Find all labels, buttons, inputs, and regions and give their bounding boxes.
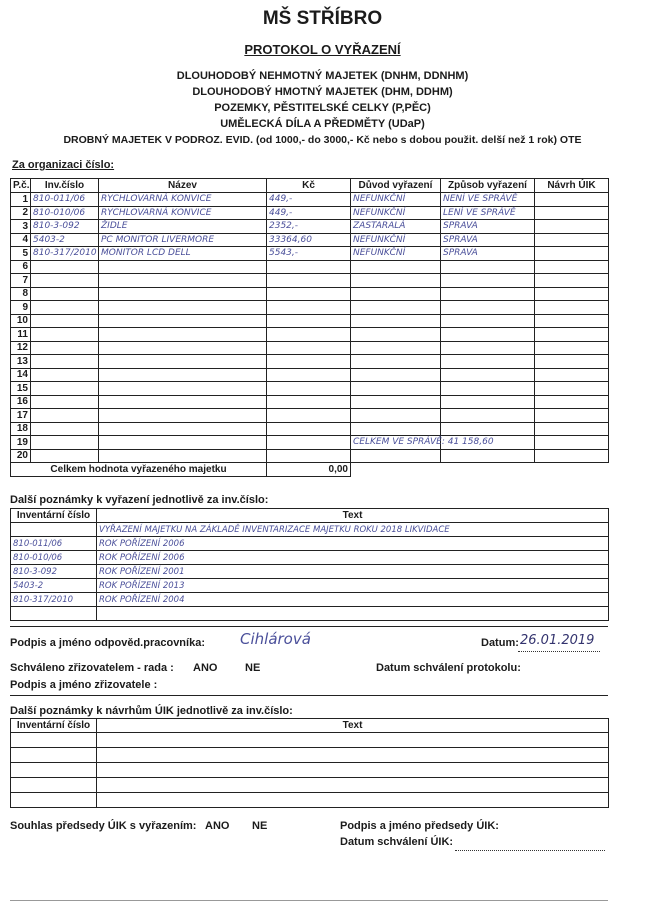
uik-consent-yes[interactable]: ANO [205, 820, 230, 832]
item-name [99, 193, 267, 207]
note-row [11, 607, 609, 621]
uik-proposal [535, 274, 609, 288]
table-row [11, 260, 609, 274]
note-text [97, 593, 609, 607]
disposal-reason [351, 422, 441, 436]
inventory-number [31, 382, 99, 396]
table-row [11, 301, 609, 315]
protocol-title: PROTOKOL O VYŘAZENÍ [244, 42, 401, 57]
disposal-method [441, 287, 535, 301]
approval-no[interactable]: NE [245, 662, 261, 674]
disposal-method [441, 260, 535, 274]
disposal-method-handwritten: SPRAVA [443, 221, 478, 232]
disposal-method-handwritten: LENÍ VE SPRÁVĚ [443, 207, 516, 218]
notes-col-text: Text [97, 509, 609, 523]
item-name [99, 436, 267, 450]
note-text [97, 579, 609, 593]
inventory-number [31, 355, 99, 369]
table-row [11, 233, 609, 247]
table-row [11, 247, 609, 261]
row-number: 9 [11, 301, 31, 315]
uik-note-row [11, 793, 609, 808]
row-number: 1 [11, 193, 31, 207]
disposal-reason [351, 449, 441, 463]
col-header-inventory: Inv.číslo [31, 179, 99, 193]
note-inventory [11, 579, 97, 593]
inventory-number-handwritten: 810-010/06 [33, 207, 86, 218]
category-udap: UMĚLECKÁ DÍLA A PŘEDMĚTY (UDaP) [220, 118, 425, 130]
note-text [97, 551, 609, 565]
uik-proposal [535, 328, 609, 342]
org-number-label: Za organizaci číslo: [12, 159, 115, 171]
uik-note-row [11, 748, 609, 763]
item-price [267, 274, 351, 288]
col-header-name: Název [99, 179, 267, 193]
disposal-reason-handwritten: NEFUNKČNÍ [353, 248, 406, 259]
total-label: Celkem hodnota vyřazeného majetku [11, 463, 267, 477]
item-price [267, 193, 351, 207]
disposal-reason [351, 409, 441, 423]
disposal-reason-handwritten: CELKEM VE SPRÁVĚ: 41 158,60 [353, 437, 494, 448]
row-number: 4 [11, 233, 31, 247]
item-price [267, 409, 351, 423]
uik-note-row [11, 733, 609, 748]
item-name-handwritten: ŽIDLE [101, 221, 128, 232]
item-price [267, 220, 351, 234]
table-row [11, 341, 609, 355]
row-number: 7 [11, 274, 31, 288]
table-row [11, 395, 609, 409]
item-price [267, 301, 351, 315]
uik-proposal [535, 220, 609, 234]
uik-proposal [535, 382, 609, 396]
row-number: 3 [11, 220, 31, 234]
item-name [99, 206, 267, 220]
disposal-reason [351, 341, 441, 355]
disposal-reason [351, 260, 441, 274]
inventory-number [31, 395, 99, 409]
disposal-reason [351, 233, 441, 247]
note-text [97, 607, 609, 621]
approval-label: Schváleno zřizovatelem - rada : [10, 662, 174, 674]
item-name [99, 395, 267, 409]
note-text-handwritten: ROK POŘÍZENÍ 2013 [99, 580, 185, 591]
table-row [11, 274, 609, 288]
disposal-method [441, 314, 535, 328]
total-value: 0,00 [267, 463, 351, 477]
inventory-number [31, 409, 99, 423]
item-name [99, 247, 267, 261]
uik-proposal [535, 341, 609, 355]
item-price [267, 382, 351, 396]
item-name [99, 274, 267, 288]
responsible-signature-label: Podpis a jméno odpověd.pracovníka: [10, 637, 205, 649]
disposal-method [441, 247, 535, 261]
inventory-number [31, 247, 99, 261]
notes-table [10, 508, 609, 621]
item-price [267, 355, 351, 369]
inventory-number [31, 422, 99, 436]
item-price [267, 206, 351, 220]
item-name [99, 301, 267, 315]
item-price [267, 341, 351, 355]
row-number: 10 [11, 314, 31, 328]
row-number: 15 [11, 382, 31, 396]
disposal-reason [351, 382, 441, 396]
uik-proposal [535, 301, 609, 315]
approval-yes[interactable]: ANO [193, 662, 218, 674]
disposal-method [441, 382, 535, 396]
disposal-method [441, 274, 535, 288]
uik-notes-header-row [11, 719, 609, 733]
uik-chair-signature-label: Podpis a jméno předsedy ÚIK: [340, 820, 499, 832]
item-name [99, 449, 267, 463]
uik-proposal [535, 260, 609, 274]
category-drobny-majetek: DROBNÝ MAJETEK V PODROZ. EVID. (od 1000,- do 3000,- Kč nebo s dobou použit. delší než 1 rok) OTE [63, 134, 582, 146]
item-price [267, 287, 351, 301]
item-name [99, 233, 267, 247]
disposal-method-handwritten: SPRAVA [443, 248, 478, 259]
item-name [99, 409, 267, 423]
note-text-handwritten: ROK POŘÍZENÍ 2004 [99, 594, 185, 605]
protocol-approval-date-label: Datum schválení protokolu: [376, 662, 521, 674]
item-price [267, 436, 351, 450]
item-price [267, 328, 351, 342]
inventory-number-handwritten: 810-011/06 [33, 194, 86, 205]
uik-notes-title: Další poznámky k návrhům ÚIK jednotlivě za inv.číslo: [10, 705, 293, 717]
inventory-number [31, 206, 99, 220]
inventory-number [31, 220, 99, 234]
col-header-reason: Důvod vyřazení [351, 179, 441, 193]
uik-note-row [11, 778, 609, 793]
item-price [267, 368, 351, 382]
note-inventory-handwritten: 810-317/2010 [13, 594, 74, 605]
category-dhm: DLOUHODOBÝ HMOTNÝ MAJETEK (DHM, DDHM) [192, 86, 453, 98]
notes-divider [10, 626, 608, 627]
col-header-number: P.č. [11, 179, 31, 193]
note-inventory [11, 607, 97, 621]
inventory-number [31, 449, 99, 463]
table-row [11, 193, 609, 207]
disposal-method [441, 193, 535, 207]
date-line [518, 651, 600, 653]
note-inventory [11, 551, 97, 565]
disposal-reason [351, 287, 441, 301]
uik-proposal [535, 314, 609, 328]
item-price-handwritten: 449,- [269, 194, 293, 205]
disposal-reason [351, 206, 441, 220]
item-price [267, 314, 351, 328]
note-text-handwritten: ROK POŘÍZENÍ 2006 [99, 538, 185, 549]
note-row [11, 579, 609, 593]
disposal-reason [351, 274, 441, 288]
note-inventory-handwritten: 810-011/06 [13, 538, 63, 549]
table-header-row [11, 179, 609, 193]
table-row [11, 409, 609, 423]
item-price-handwritten: 5543,- [269, 248, 299, 259]
note-row [11, 537, 609, 551]
disposal-method [441, 449, 535, 463]
inventory-number [31, 193, 99, 207]
item-name [99, 382, 267, 396]
row-number: 13 [11, 355, 31, 369]
disposal-method [441, 395, 535, 409]
table-row [11, 314, 609, 328]
note-text [97, 565, 609, 579]
note-inventory-handwritten: 5403-2 [13, 580, 44, 591]
disposal-reason [351, 314, 441, 328]
inventory-number [31, 260, 99, 274]
row-number: 12 [11, 341, 31, 355]
disposal-method [441, 220, 535, 234]
item-price [267, 247, 351, 261]
uik-proposal [535, 422, 609, 436]
uik-date-line [455, 850, 605, 852]
col-header-method: Způsob vyřazení [441, 179, 535, 193]
disposal-reason-handwritten: NEFUNKČNÍ [353, 194, 406, 205]
inventory-number [31, 314, 99, 328]
inventory-number [31, 341, 99, 355]
note-inventory-handwritten: 810-3-092 [13, 566, 57, 577]
item-name [99, 355, 267, 369]
responsible-signature: Cihlárová [240, 630, 311, 648]
table-row [11, 436, 609, 450]
table-row [11, 328, 609, 342]
inventory-number [31, 436, 99, 450]
disposal-reason [351, 368, 441, 382]
note-inventory [11, 565, 97, 579]
table-row [11, 368, 609, 382]
uik-note-row [11, 763, 609, 778]
col-header-price: Kč [267, 179, 351, 193]
row-number: 14 [11, 368, 31, 382]
uik-proposal [535, 395, 609, 409]
note-text-handwritten: ROK POŘÍZENÍ 2001 [99, 566, 185, 577]
disposal-reason [351, 355, 441, 369]
uik-proposal [535, 233, 609, 247]
category-dnhm: DLOUHODOBÝ NEHMOTNÝ MAJETEK (DNHM, DDNHM) [176, 70, 469, 82]
item-name [99, 341, 267, 355]
inventory-number-handwritten: 5403-2 [33, 234, 65, 245]
row-number: 16 [11, 395, 31, 409]
disposal-reason [351, 436, 494, 450]
disposal-reason [351, 395, 441, 409]
table-row [11, 422, 609, 436]
uik-proposal [535, 368, 609, 382]
row-number: 20 [11, 449, 31, 463]
disposal-reason-handwritten: NEFUNKČNÍ [353, 234, 406, 245]
table-row [11, 287, 609, 301]
inventory-number-handwritten: 810-317/2010 [33, 248, 97, 259]
notes-title: Další poznámky k vyřazení jednotlivě za inv.číslo: [10, 494, 269, 506]
note-row [11, 523, 609, 537]
note-row [11, 565, 609, 579]
disposal-reason [351, 220, 441, 234]
item-name [99, 287, 267, 301]
item-name [99, 368, 267, 382]
note-row [11, 593, 609, 607]
row-number: 8 [11, 287, 31, 301]
item-name [99, 314, 267, 328]
note-text [97, 523, 609, 537]
inventory-number-handwritten: 810-3-092 [33, 221, 80, 232]
col-header-uik-proposal: Návrh ÚIK [535, 179, 609, 193]
category-pozemky: POZEMKY, PĚSTITELSKÉ CELKY (P,PĚC) [214, 102, 431, 114]
row-number: 2 [11, 206, 31, 220]
uik-proposal [535, 247, 609, 261]
disposal-reason-handwritten: ZASTARALÁ [353, 221, 406, 232]
notes-header-row [11, 509, 609, 523]
uik-proposal [535, 409, 609, 423]
item-name [99, 422, 267, 436]
item-price [267, 422, 351, 436]
inventory-number [31, 233, 99, 247]
table-row [11, 220, 609, 234]
inventory-number [31, 301, 99, 315]
disposal-method [441, 233, 535, 247]
inventory-number [31, 274, 99, 288]
uik-proposal [535, 355, 609, 369]
item-price-handwritten: 449,- [269, 207, 293, 218]
uik-notes-col-text: Text [97, 719, 609, 733]
date-value: 26.01.2019 [520, 633, 595, 648]
item-price [267, 395, 351, 409]
disposal-reason [351, 301, 441, 315]
item-price [267, 260, 351, 274]
item-name [99, 328, 267, 342]
inventory-number [31, 328, 99, 342]
uik-proposal [535, 449, 609, 463]
uik-proposal [535, 206, 609, 220]
disposal-reason [351, 247, 441, 261]
uik-proposal [535, 436, 609, 450]
row-number: 19 [11, 436, 31, 450]
note-inventory-handwritten: 810-010/06 [13, 552, 63, 563]
table-row [11, 206, 609, 220]
inventory-number [31, 287, 99, 301]
note-text-handwritten: VYŘAZENÍ MAJETKU NA ZÁKLADĚ INVENTARIZACE MAJETKU ROKU 2018 LIKVIDACE [99, 524, 450, 535]
disposal-method [441, 328, 535, 342]
uik-proposal [535, 287, 609, 301]
disposal-method [441, 206, 535, 220]
row-number: 5 [11, 247, 31, 261]
note-inventory [11, 537, 97, 551]
disposal-method [441, 341, 535, 355]
table-row [11, 355, 609, 369]
item-price [267, 449, 351, 463]
item-name [99, 260, 267, 274]
item-price [267, 233, 351, 247]
date-label: Datum: [481, 637, 519, 649]
disposal-method-handwritten: NENÍ VE SPRÁVĚ [443, 194, 518, 205]
school-title: MŠ STŘÍBRO [262, 8, 383, 29]
row-number: 17 [11, 409, 31, 423]
bottom-divider [10, 900, 608, 901]
founder-signature-label: Podpis a jméno zřizovatele : [10, 679, 158, 691]
note-inventory [11, 523, 97, 537]
disposal-reason-handwritten: NEFUNKČNÍ [353, 207, 406, 218]
table-row [11, 449, 609, 463]
note-inventory [11, 593, 97, 607]
uik-approval-date-label: Datum schválení ÚIK: [340, 836, 454, 848]
note-text-handwritten: ROK POŘÍZENÍ 2006 [99, 552, 185, 563]
disposal-reason [351, 328, 441, 342]
total-row [11, 463, 609, 477]
disposal-method-handwritten: SPRAVA [443, 234, 478, 245]
uik-consent-no[interactable]: NE [252, 820, 268, 832]
disposal-method [441, 409, 535, 423]
notes-col-inventory: Inventární číslo [11, 509, 97, 523]
disposal-reason [351, 193, 441, 207]
uik-proposal [535, 193, 609, 207]
disposal-method [441, 368, 535, 382]
disposal-table [10, 178, 609, 477]
item-name-handwritten: PC MONITOR LIVERMORE [101, 234, 215, 245]
item-price-handwritten: 2352,- [269, 221, 299, 232]
note-text [97, 537, 609, 551]
inventory-number [31, 368, 99, 382]
disposal-method [441, 422, 535, 436]
row-number: 11 [11, 328, 31, 342]
note-row [11, 551, 609, 565]
row-number: 6 [11, 260, 31, 274]
table-row [11, 382, 609, 396]
disposal-method [441, 301, 535, 315]
founder-divider [10, 695, 608, 696]
uik-notes-table [10, 718, 609, 808]
disposal-method [441, 355, 535, 369]
uik-consent-label: Souhlas předsedy ÚIK s vyřazením: [10, 820, 197, 832]
item-name-handwritten: RYCHLOVARNÁ KONVICE [101, 194, 212, 205]
item-price-handwritten: 33364,60 [269, 234, 312, 245]
row-number: 18 [11, 422, 31, 436]
uik-notes-col-inventory: Inventární číslo [11, 719, 97, 733]
item-name-handwritten: MONITOR LCD DELL [101, 248, 191, 259]
item-name-handwritten: RYCHLOVARNÁ KONVICE [101, 207, 212, 218]
item-name [99, 220, 267, 234]
